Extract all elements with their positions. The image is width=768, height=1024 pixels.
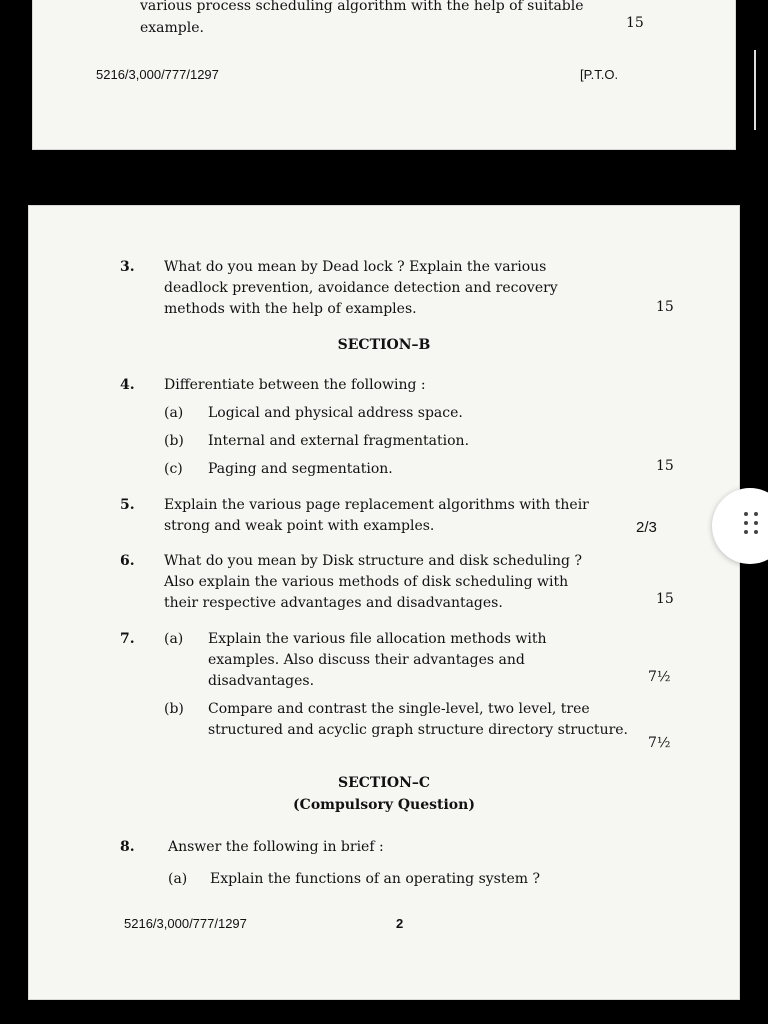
question-8a-text: Explain the functions of an operating system ?	[210, 871, 541, 887]
question-7b-line-1: Compare and contrast the single-level, two level, tree	[208, 701, 590, 717]
question-5-line-2: strong and weak point with examples.	[164, 518, 435, 534]
page-crease	[754, 50, 756, 130]
question-4a-label: (a)	[164, 405, 184, 421]
question-7a-line-1: Explain the various file allocation methods with	[208, 631, 547, 647]
previous-page	[32, 0, 736, 150]
question-3-marks: 15	[656, 299, 674, 315]
question-3-line-1: What do you mean by Dead lock ? Explain the various	[164, 259, 547, 275]
question-8-stem: Answer the following in brief :	[168, 839, 384, 855]
question-3-line-3: methods with the help of examples.	[164, 301, 417, 317]
prev-question-line-2: example.	[140, 20, 204, 36]
question-6-line-2: Also explain the various methods of disk scheduling with	[164, 574, 569, 590]
question-7b-line-2: structured and acyclic graph structure directory structure.	[208, 722, 629, 738]
question-4c-text: Paging and segmentation.	[208, 461, 393, 477]
question-8a-label: (a)	[168, 871, 188, 887]
question-5-number: 5.	[120, 497, 135, 513]
question-4-stem: Differentiate between the following :	[164, 377, 426, 393]
question-6-line-1: What do you mean by Disk structure and disk scheduling ?	[164, 553, 582, 569]
prev-question-line-1: various process scheduling algorithm with the help of suitable	[140, 0, 584, 14]
question-4b-text: Internal and external fragmentation.	[208, 433, 470, 449]
footer-paper-code: 5216/3,000/777/1297	[124, 916, 247, 931]
question-4-marks: 15	[656, 458, 674, 474]
section-b-heading: SECTION–B	[337, 337, 431, 353]
section-c-heading: SECTION–C	[337, 775, 431, 791]
question-4b-label: (b)	[164, 433, 184, 449]
question-7a-line-3: disadvantages.	[208, 673, 315, 689]
question-6-line-3: their respective advantages and disadvantages.	[164, 595, 503, 611]
question-7a-line-2: examples. Also discuss their advantages and	[208, 652, 525, 668]
current-page	[28, 205, 740, 1000]
question-7a-marks: 7½	[648, 669, 671, 685]
compulsory-question-label: (Compulsory Question)	[293, 797, 475, 813]
paper-code: 5216/3,000/777/1297	[96, 67, 219, 82]
question-8-number: 8.	[120, 839, 135, 855]
prev-question-marks: 15	[626, 15, 644, 31]
question-6-marks: 15	[656, 591, 674, 607]
question-3-line-2: deadlock prevention, avoidance detection and recovery	[164, 280, 558, 296]
question-7a-label: (a)	[164, 631, 184, 647]
question-6-number: 6.	[120, 553, 135, 569]
question-7b-label: (b)	[164, 701, 184, 717]
question-5-line-1: Explain the various page replacement algorithms with their	[164, 497, 589, 513]
question-7-number: 7.	[120, 631, 135, 647]
pto-label: [P.T.O.	[580, 67, 619, 82]
question-4-number: 4.	[120, 377, 135, 393]
footer-page-number: 2	[396, 916, 404, 931]
question-4c-label: (c)	[164, 461, 183, 477]
drag-dots-icon	[744, 512, 762, 538]
question-7b-marks: 7½	[648, 735, 671, 751]
page-indicator: 2/3	[636, 519, 657, 536]
question-3-number: 3.	[120, 259, 135, 275]
question-4a-text: Logical and physical address space.	[208, 405, 463, 421]
